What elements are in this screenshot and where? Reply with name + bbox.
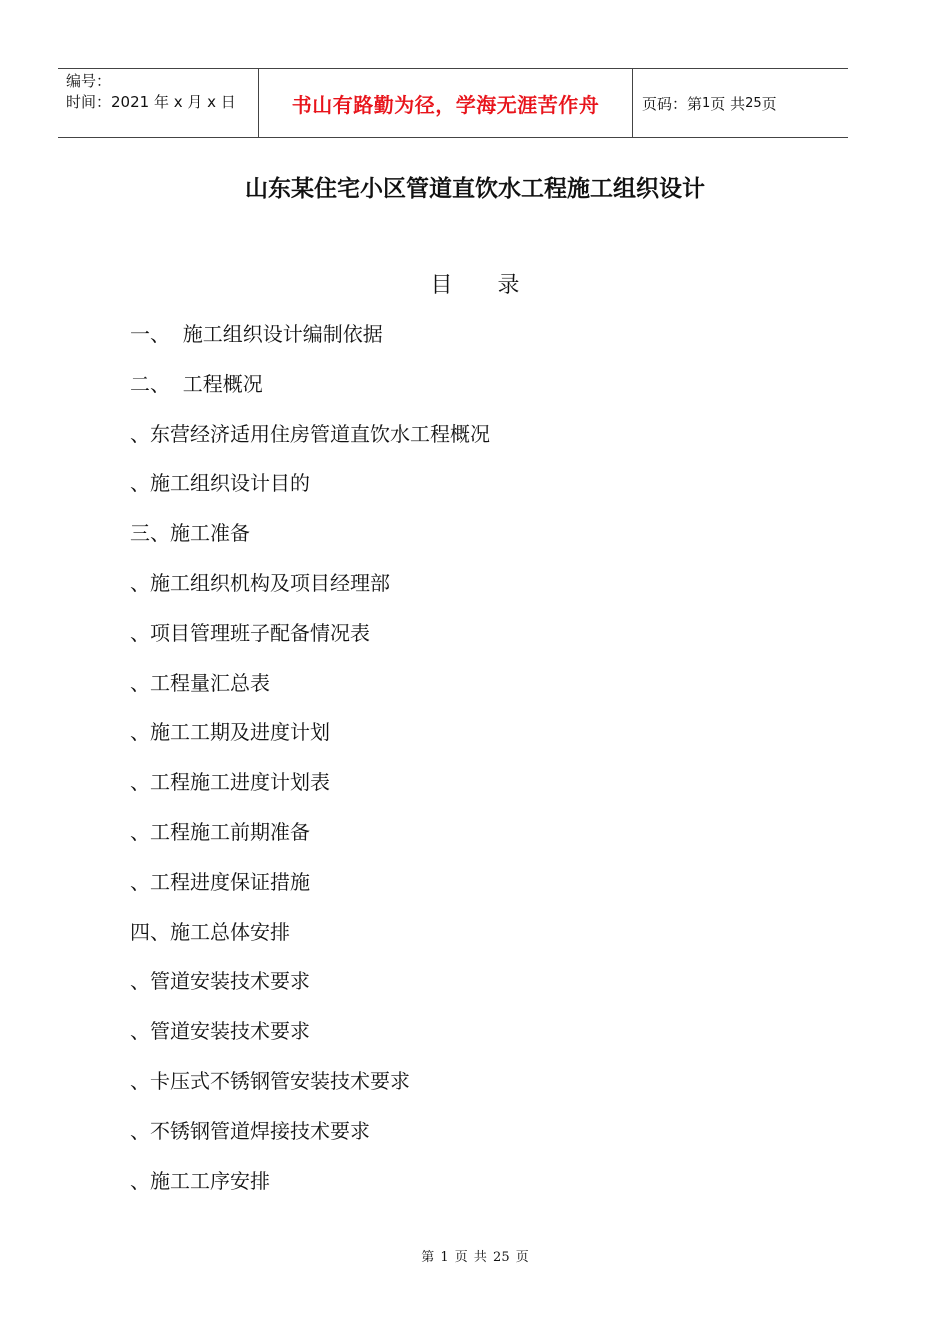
toc-item: 、管道安装技术要求 [130, 969, 310, 994]
page-middle: 页 共 [710, 94, 746, 113]
toc-item: 、工程进度保证措施 [130, 869, 310, 894]
document-header [58, 68, 848, 138]
time-line [66, 92, 258, 113]
toc-item: 、施工组织设计目的 [130, 471, 310, 496]
toc-item: 、项目管理班子配备情况表 [130, 620, 370, 645]
toc-item: 三、施工准备 [130, 521, 250, 546]
header-page-info [633, 69, 848, 137]
document-title: 山东某住宅小区管道直饮水工程施工组织设计 [245, 176, 705, 202]
time-prefix: 时间： [66, 93, 112, 111]
toc-item: 一、 施工组织设计编制依据 [130, 322, 383, 346]
toc-item: 、工程施工进度计划表 [130, 770, 330, 795]
toc-item: 、卡压式不锈钢管安装技术要求 [130, 1068, 410, 1093]
number-label: 编号： [66, 72, 112, 90]
toc-item: 、施工组织机构及项目经理部 [130, 570, 390, 595]
toc-item: 、工程量汇总表 [130, 670, 270, 695]
toc-item: 、施工工序安排 [130, 1168, 270, 1193]
motto-text: 书山有路勤为径，学海无涯苦作舟 [291, 92, 600, 117]
toc-item: 、管道安装技术要求 [130, 1019, 310, 1044]
toc-item: 、施工工期及进度计划 [130, 720, 330, 745]
page-footer: 第 1 页 共 25 页 [421, 1250, 529, 1265]
toc-item: 、不锈钢管道焊接技术要求 [130, 1118, 370, 1143]
header-meta [58, 69, 259, 137]
page-total: 25 [745, 95, 762, 111]
toc-heading: 目 录 [430, 273, 520, 298]
toc-item: 四、施工总体安排 [130, 919, 290, 944]
toc-item: 二、 工程概况 [130, 371, 263, 396]
page-suffix: 页 [761, 94, 777, 113]
page-label: 页码：第 [642, 94, 703, 113]
table-of-contents [130, 316, 490, 1212]
toc-item: 、东营经济适用住房管道直饮水工程概况 [130, 421, 490, 446]
time-value: 2021 年 x 月 x 日 [111, 93, 236, 111]
toc-item: 、工程施工前期准备 [130, 819, 310, 844]
header-motto-cell [259, 69, 633, 137]
page-current: 1 [702, 95, 711, 111]
